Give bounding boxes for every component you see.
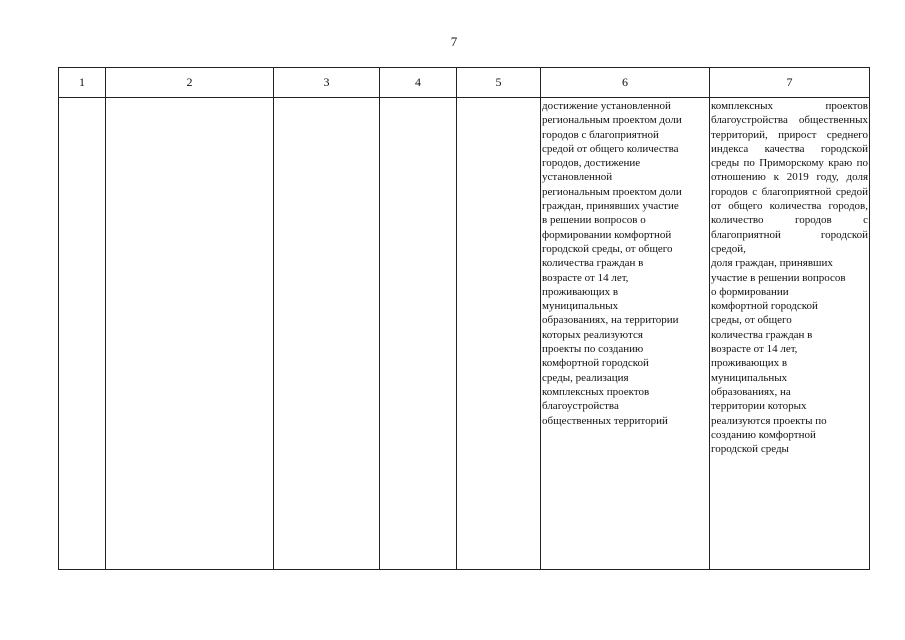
column-header-3: 3 — [274, 68, 380, 98]
cell-col-6 — [541, 98, 710, 570]
cell-col-1 — [59, 98, 106, 570]
column-header-4: 4 — [380, 68, 457, 98]
column-header-6: 6 — [541, 68, 710, 98]
cell-text-col-3 — [274, 98, 379, 99]
cell-col-4 — [380, 98, 457, 570]
table-row — [59, 98, 870, 570]
header-row — [59, 68, 870, 98]
page-number: 7 — [450, 34, 458, 49]
cell-col-5 — [457, 98, 541, 570]
cell-col-3 — [274, 98, 380, 570]
cell-text-col-4 — [380, 98, 456, 99]
cell-col-7 — [710, 98, 870, 570]
data-table — [58, 67, 870, 570]
cell-text-col-5 — [457, 98, 540, 99]
cell-text-col-1 — [59, 98, 105, 99]
column-header-2: 2 — [106, 68, 274, 98]
column-header-5: 5 — [457, 68, 541, 98]
cell-text-col-7: комплексных проектов благоустройства общественных территорий, прирост среднего индекса качества городской среды по Приморскому краю по отношению к 2019 году, доля городов с благоприятной средой от общего количества городов, количество городов с благоприятной городской средой, доля граждан, принявших участие в решении вопросов о формировании комфортной городской среды, от общего количества граждан в возрасте от 14 лет, проживающих в муниципальных образованиях, на территории которых реализуются проекты по созданию комфортной городской среды — [711, 100, 868, 456]
cell-col-2 — [106, 98, 274, 570]
column-header-1: 1 — [59, 68, 106, 98]
cell-text-col-2 — [106, 98, 273, 99]
column-header-7: 7 — [710, 68, 870, 98]
cell-text-col-6: достижение установленной региональным проектом доли городов с благоприятной средой от общего количества городов, достижение установленной региональным проектом доли граждан, принявших участие в решении вопросов о формировании комфортной городской среды, от общего количества граждан в возрасте от 14 лет, проживающих в муниципальных образованиях, на территории которых реализуются проекты по созданию комфортной городской среды, реализация комплексных проектов благоустройства общественных территорий — [542, 100, 682, 427]
